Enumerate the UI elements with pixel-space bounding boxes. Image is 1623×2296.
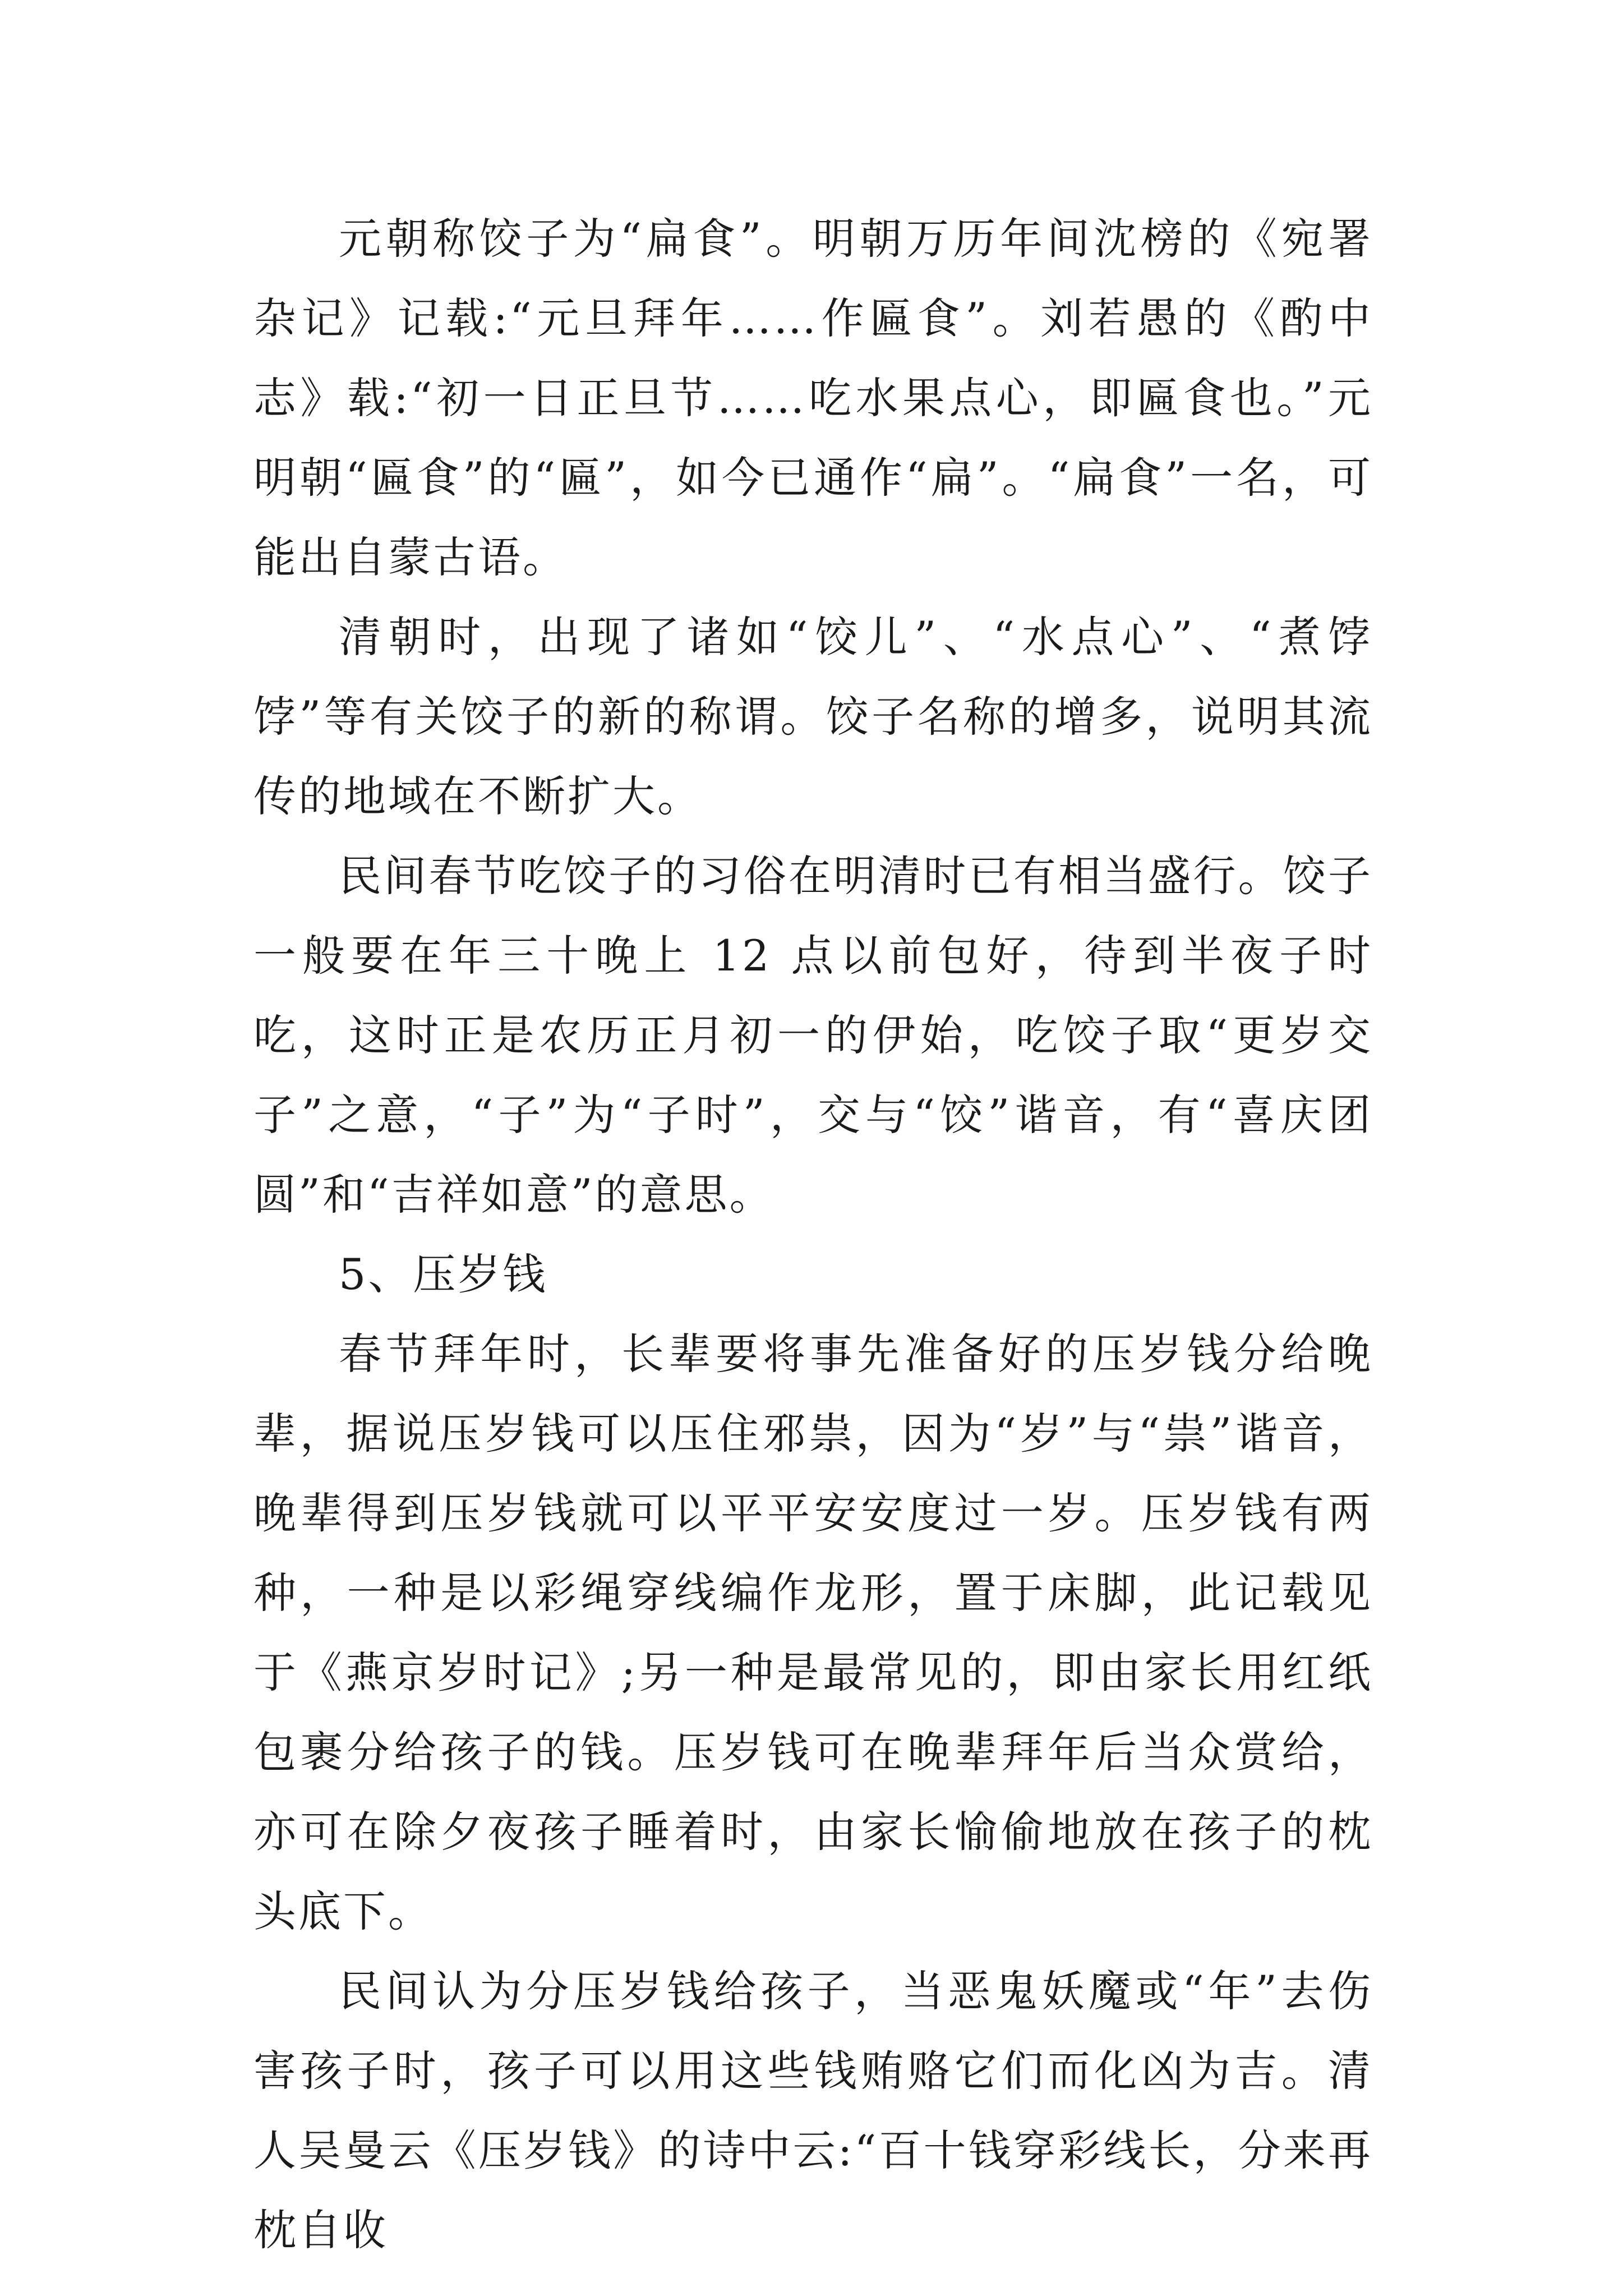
- section-heading-yasuiqian: 5、压岁钱: [339, 1249, 548, 1299]
- paragraph-bianshi: 元朝称饺子为“扁食”。明朝万历年间沈榜的《宛署杂记》记载:“元旦拜年……作匾食”。刘若愚的《酌中志》载:“初一日正旦节……吃水果点心，即匾食也。”元明朝“匾食”的“匾”，如今已通作“扁”。“扁食”一名，可能出自蒙古语。: [253, 214, 1373, 582]
- paragraph-yasuiqian-origin: 春节拜年时，长辈要将事先准备好的压岁钱分给晚辈，据说压岁钱可以压住邪祟，因为“岁”与“祟”谐音，晚辈得到压岁钱就可以平平安安度过一岁。压岁钱有两种，一种是以彩绳穿线编作龙形，置于床脚，此记载见于《燕京岁时记》;另一种是最常见的，即由家长用红纸包裹分给孩子的钱。压岁钱可在晚辈拜年后当众赏给，亦可在除夕夜孩子睡着时，由家长愉偷地放在孩子的枕头底下。: [253, 1329, 1373, 1936]
- document-body: [253, 199, 1373, 2270]
- paragraph-yasuiqian-belief: 民间认为分压岁钱给孩子，当恶鬼妖魔或“年”去伤害孩子时，孩子可以用这些钱贿赂它们而化凶为吉。清人吴曼云《压岁钱》的诗中云:“百十钱穿彩线长，分来再枕自收: [253, 1966, 1373, 2255]
- paragraph-spring-festival-dumplings: 民间春节吃饺子的习俗在明清时已有相当盛行。饺子一般要在年三十晚上 12 点以前包好，待到半夜子时吃，这时正是农历正月初一的伊始，吃饺子取“更岁交子”之意，“子”为“子时”，交与“饺”谐音，有“喜庆团圆”和“吉祥如意”的意思。: [253, 851, 1373, 1220]
- paragraph-qing-dynasty: 清朝时，出现了诸如“饺儿”、“水点心”、“煮饽饽”等有关饺子的新的称谓。饺子名称的增多，说明其流传的地域在不断扩大。: [253, 612, 1373, 821]
